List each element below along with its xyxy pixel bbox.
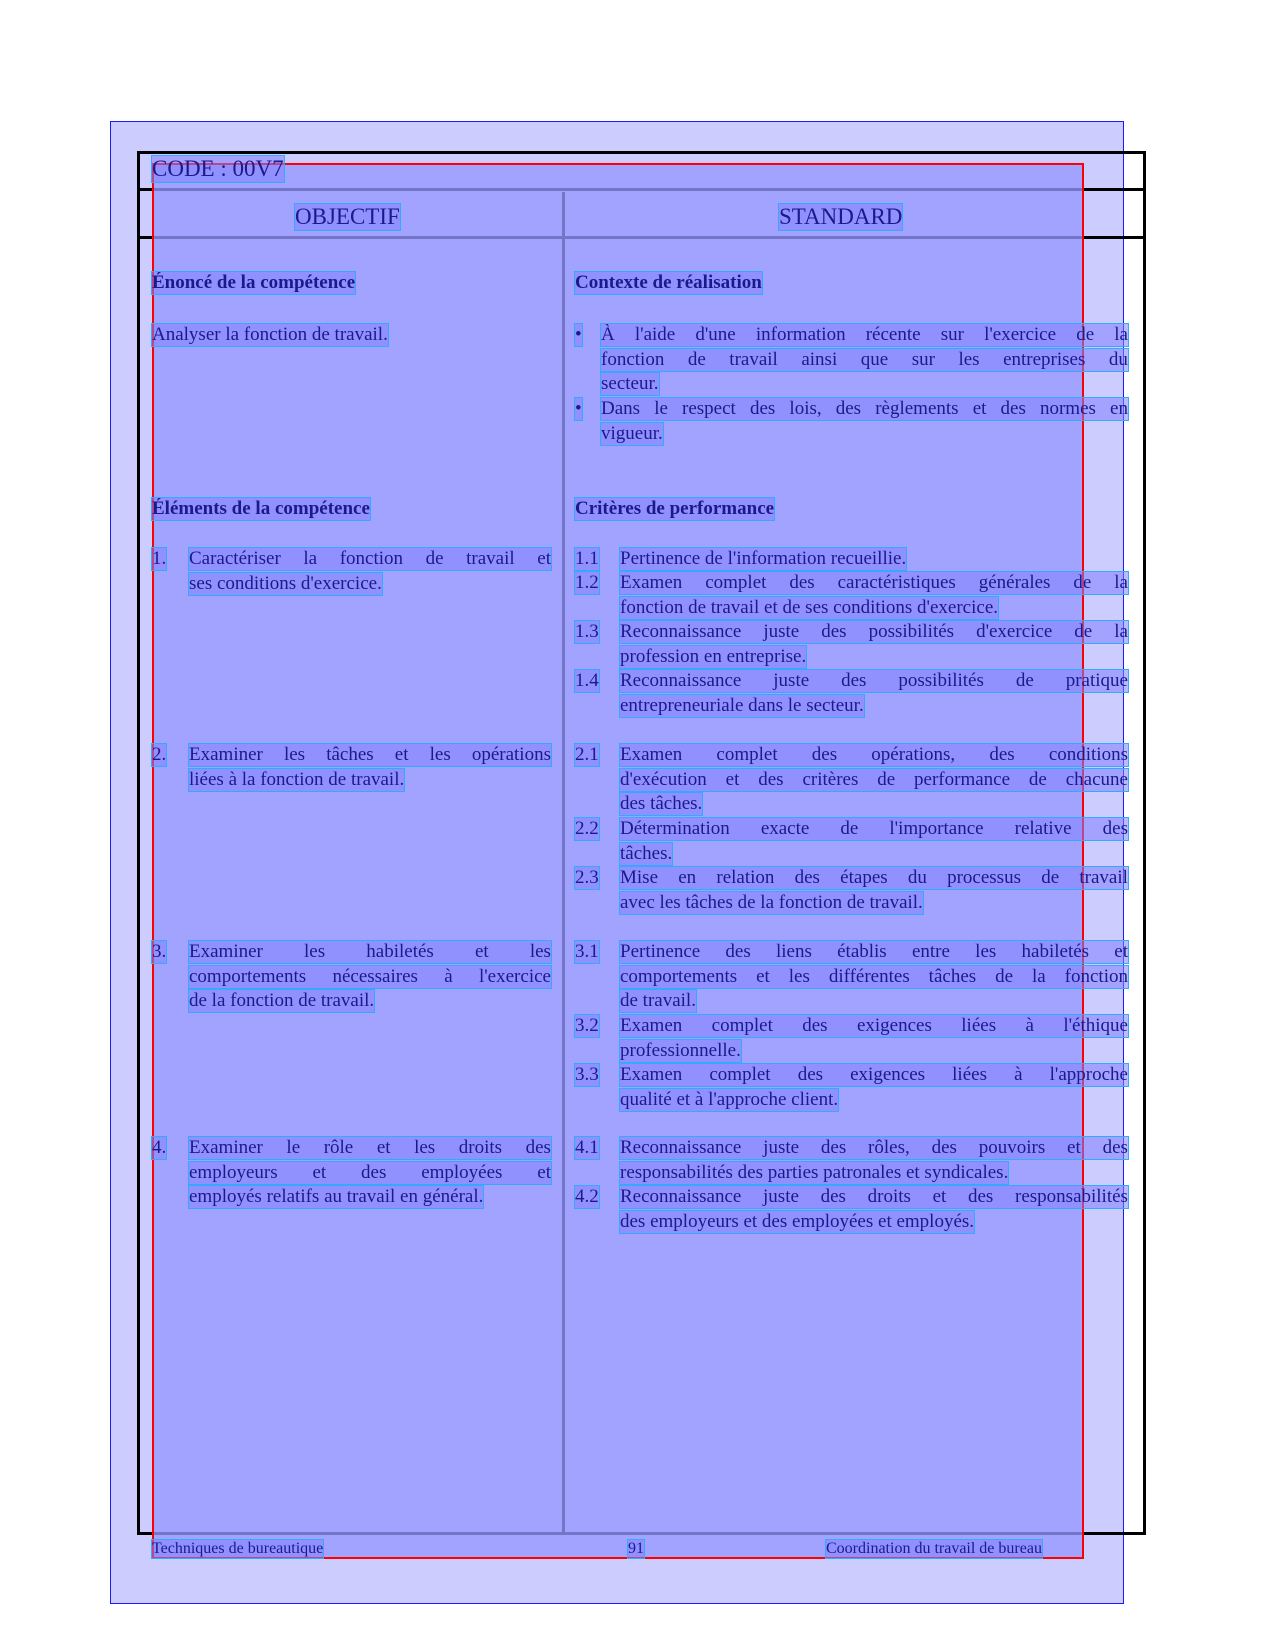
text-line <box>620 744 1128 766</box>
text-line: ses conditions d'exercice. <box>189 572 382 594</box>
word: les <box>414 1137 436 1158</box>
text-line: des tâches. <box>620 793 703 815</box>
word: le <box>654 398 668 419</box>
enonce-text: Analyser la fonction de travail. <box>152 324 388 345</box>
word: de <box>1028 768 1047 790</box>
word: juste <box>763 621 800 642</box>
word: opérations <box>471 744 551 765</box>
bullet-marker: • <box>575 398 582 419</box>
word: différentes <box>828 965 910 987</box>
word: performance <box>914 768 1011 790</box>
word: des <box>841 670 867 691</box>
word: entre <box>911 941 950 962</box>
word: normes <box>1039 398 1096 419</box>
word: les <box>283 744 306 765</box>
word: Reconnaissance <box>620 621 742 642</box>
word: Reconnaissance <box>620 1186 742 1207</box>
text-line <box>620 867 1128 889</box>
word: comportements <box>189 965 307 987</box>
word: liens <box>775 941 812 962</box>
word: et <box>1067 1137 1081 1158</box>
word: des <box>811 744 838 765</box>
word: de <box>1073 572 1092 593</box>
footer-right: Coordination du travail de bureau <box>826 1540 1042 1557</box>
word: et <box>474 941 489 962</box>
text-line <box>189 744 551 766</box>
word: complet <box>705 572 767 593</box>
word: Examen <box>620 1015 683 1036</box>
word: et <box>1114 941 1128 962</box>
element-number: 1. <box>152 548 167 569</box>
word: Détermination <box>620 818 730 839</box>
word: fonction <box>1064 965 1128 987</box>
word: et <box>537 1161 551 1183</box>
bullet-marker: • <box>575 324 582 345</box>
word: des <box>797 1064 824 1085</box>
word: le <box>286 1137 301 1158</box>
word: à <box>1025 1015 1034 1036</box>
word: des <box>361 1161 387 1183</box>
criterion-number: 2.2 <box>575 818 599 839</box>
text-line <box>620 941 1128 963</box>
text-line <box>620 1015 1128 1037</box>
word: à <box>444 965 453 987</box>
word: pratique <box>1065 670 1128 691</box>
criterion-number: 4.2 <box>575 1186 599 1207</box>
text-line <box>601 324 1128 346</box>
text-line <box>620 572 1128 594</box>
word: exigences <box>856 1015 932 1036</box>
word: complet <box>709 1064 771 1085</box>
word: liées <box>961 1015 997 1036</box>
element-number: 3. <box>152 941 167 962</box>
word: travail <box>729 348 778 370</box>
word: à <box>1014 1064 1023 1085</box>
word: établis <box>837 941 887 962</box>
criteres-title: Critères de performance <box>575 498 775 519</box>
contexte-title: Contexte de réalisation <box>575 272 762 293</box>
word: Examen <box>620 1064 683 1085</box>
word: sur <box>940 324 964 345</box>
text-line <box>620 621 1128 643</box>
text-line <box>620 1137 1128 1159</box>
element-number: 2. <box>152 744 167 765</box>
word: possibilités <box>898 670 984 691</box>
word: et <box>537 548 551 569</box>
word: droits <box>458 1137 503 1158</box>
word: et <box>312 1161 327 1183</box>
word: travail <box>466 548 515 569</box>
criterion-number: 3.2 <box>575 1015 599 1036</box>
word: les <box>304 941 326 962</box>
criterion-number: 2.3 <box>575 867 599 888</box>
text-line: professionnelle. <box>620 1039 741 1061</box>
text-line: liées à la fonction de travail. <box>189 768 405 790</box>
word: générales <box>978 572 1051 593</box>
word: l'aide <box>634 324 676 345</box>
word: et <box>972 398 987 419</box>
word: de <box>1015 670 1034 691</box>
word: relation <box>716 867 775 888</box>
text-line <box>601 398 1128 420</box>
word: des <box>1000 398 1026 419</box>
word: habiletés <box>366 941 434 962</box>
word: juste <box>763 1186 799 1207</box>
word: et <box>725 768 740 790</box>
word: des <box>725 941 751 962</box>
text-line: de la fonction de travail. <box>189 990 375 1012</box>
word: des <box>820 1137 847 1158</box>
word: Examen <box>620 744 683 765</box>
course-code: CODE : 00V7 <box>152 156 284 181</box>
text-line <box>620 818 1128 840</box>
word: conditions <box>1048 744 1128 765</box>
word: des <box>821 621 847 642</box>
footer-left: Techniques de bureautique <box>152 1540 324 1557</box>
word: Examiner <box>189 941 263 962</box>
word: juste <box>773 670 810 691</box>
word: tâches <box>928 965 977 987</box>
word: responsabilités <box>1015 1186 1128 1207</box>
text-line: qualité et à l'approche client. <box>620 1088 839 1110</box>
word: en <box>1110 398 1128 419</box>
word: de <box>840 818 859 839</box>
word: tâches <box>326 744 374 765</box>
word: des <box>749 398 776 419</box>
word: la <box>1032 965 1046 987</box>
text-line: des employeurs et des employées et employés. <box>620 1210 975 1232</box>
word: juste <box>763 1137 800 1158</box>
word: récente <box>865 324 921 345</box>
criterion-number: 4.1 <box>575 1137 599 1158</box>
word: rôles, <box>868 1137 910 1158</box>
word: caractéristiques <box>837 572 956 593</box>
text-line: secteur. <box>601 373 659 395</box>
word: des <box>931 1137 957 1158</box>
word: comportements <box>620 965 738 987</box>
criterion-number: 1.2 <box>575 572 599 593</box>
page-number: 91 <box>628 1540 644 1557</box>
word: du <box>1108 348 1128 370</box>
criterion-number: 1.3 <box>575 621 599 642</box>
word: la <box>1114 572 1128 593</box>
word: l'éthique <box>1063 1015 1128 1036</box>
word: l'exercice <box>478 965 551 987</box>
word: exigences <box>850 1064 926 1085</box>
word: sur <box>911 348 935 370</box>
criterion-number: 1.1 <box>575 548 599 569</box>
text-line: profession en entreprise. <box>620 645 807 667</box>
word: pouvoirs <box>978 1137 1046 1158</box>
word: des <box>989 744 1015 765</box>
word: et <box>394 744 409 765</box>
word: Dans <box>601 398 641 419</box>
criterion-number: 3.3 <box>575 1064 599 1085</box>
word: chacune <box>1065 768 1128 790</box>
word: des <box>789 572 815 593</box>
word: des <box>802 1015 828 1036</box>
word: de <box>1041 867 1060 888</box>
word: opérations, <box>871 744 956 765</box>
text-line <box>189 548 551 570</box>
text-line: avec les tâches de la fonction de travail. <box>620 891 923 913</box>
word: des <box>820 1186 846 1207</box>
text-line <box>620 670 1128 692</box>
word: l'approche <box>1049 1064 1128 1085</box>
objectif-header: OBJECTIF <box>295 204 400 229</box>
word: la <box>1114 324 1128 345</box>
word: de <box>1076 324 1095 345</box>
word: d'une <box>695 324 736 345</box>
word: l'exercice <box>984 324 1057 345</box>
word: Examen <box>620 572 683 593</box>
word: ainsi <box>801 348 838 370</box>
text-line <box>601 349 1128 371</box>
word: Examiner <box>189 744 263 765</box>
text-line: employés relatifs au travail en général. <box>189 1186 484 1208</box>
word: information <box>755 324 846 345</box>
word: Caractériser <box>189 548 281 569</box>
word: employeurs <box>189 1161 278 1183</box>
word: Reconnaissance <box>620 670 742 691</box>
word: des <box>1102 818 1128 839</box>
word: que <box>860 348 889 370</box>
criterion-number: 1.4 <box>575 670 599 691</box>
word: des <box>968 1186 994 1207</box>
standard-header: STANDARD <box>779 204 903 229</box>
word: complet <box>716 744 778 765</box>
word: Pertinence <box>620 941 701 962</box>
text-line: de travail. <box>620 990 696 1012</box>
text-line: tâches. <box>620 842 673 864</box>
word: en <box>678 867 697 888</box>
text-line <box>620 1186 1128 1208</box>
word: les <box>975 941 997 962</box>
word: des <box>525 1137 551 1158</box>
word: et <box>376 1137 391 1158</box>
word: Examiner <box>189 1137 263 1158</box>
criterion-number: 2.1 <box>575 744 599 765</box>
text-line: entrepreneuriale dans le secteur. <box>620 694 864 716</box>
word: les <box>958 348 980 370</box>
text-line <box>620 769 1128 791</box>
word: travail <box>1079 867 1128 888</box>
word: d'exercice <box>976 621 1053 642</box>
word: les <box>788 965 810 987</box>
text-line: responsabilités des parties patronales et syndicales. <box>620 1161 1009 1183</box>
word: de <box>687 348 706 370</box>
elements-title: Éléments de la compétence <box>152 498 370 519</box>
word: fonction <box>601 348 665 370</box>
word: étapes <box>840 867 888 888</box>
word: l'importance <box>889 818 984 839</box>
word: du <box>907 867 927 888</box>
word: respect <box>682 398 736 419</box>
word: fonction <box>339 548 404 569</box>
word: À <box>601 324 615 345</box>
word: la <box>1114 621 1128 642</box>
word: de <box>1074 621 1093 642</box>
word: des <box>1102 1137 1128 1158</box>
text-line: fonction de travail et de ses conditions d'exercice. <box>620 596 999 618</box>
text-line <box>189 1137 551 1159</box>
word: processus <box>947 867 1021 888</box>
word: règlements <box>875 398 959 419</box>
word: les <box>529 941 551 962</box>
word: et <box>756 965 770 987</box>
word: la <box>303 548 318 569</box>
word: de <box>877 768 896 790</box>
word: droits <box>867 1186 911 1207</box>
word: Mise <box>620 867 658 888</box>
word: de <box>995 965 1014 987</box>
word: critères <box>802 768 859 790</box>
word: nécessaires <box>332 965 418 987</box>
word: rôle <box>323 1137 354 1158</box>
element-number: 4. <box>152 1137 167 1158</box>
word: et <box>932 1186 947 1207</box>
text-line <box>620 1064 1128 1086</box>
word: d'exécution <box>620 768 707 790</box>
word: des <box>758 768 784 790</box>
word: lois, <box>789 398 822 419</box>
criterion-number: 3.1 <box>575 941 599 962</box>
text-line <box>189 966 551 988</box>
word: possibilités <box>868 621 955 642</box>
word: complet <box>711 1015 773 1036</box>
word: liées <box>952 1064 987 1085</box>
text-line <box>189 941 551 963</box>
word: relative <box>1014 818 1072 839</box>
text-line: Pertinence de l'information recueillie. <box>620 548 907 569</box>
word: les <box>429 744 451 765</box>
word: habiletés <box>1021 941 1090 962</box>
text-line <box>189 1162 551 1184</box>
word: entreprises <box>1003 348 1086 370</box>
word: Reconnaissance <box>620 1137 742 1158</box>
word: des <box>794 867 820 888</box>
word: exacte <box>760 818 810 839</box>
text-line <box>620 966 1128 988</box>
enonce-title: Énoncé de la compétence <box>152 272 356 293</box>
word: employées <box>421 1161 503 1183</box>
text-line: vigueur. <box>601 422 663 444</box>
word: de <box>425 548 444 569</box>
word: des <box>835 398 862 419</box>
